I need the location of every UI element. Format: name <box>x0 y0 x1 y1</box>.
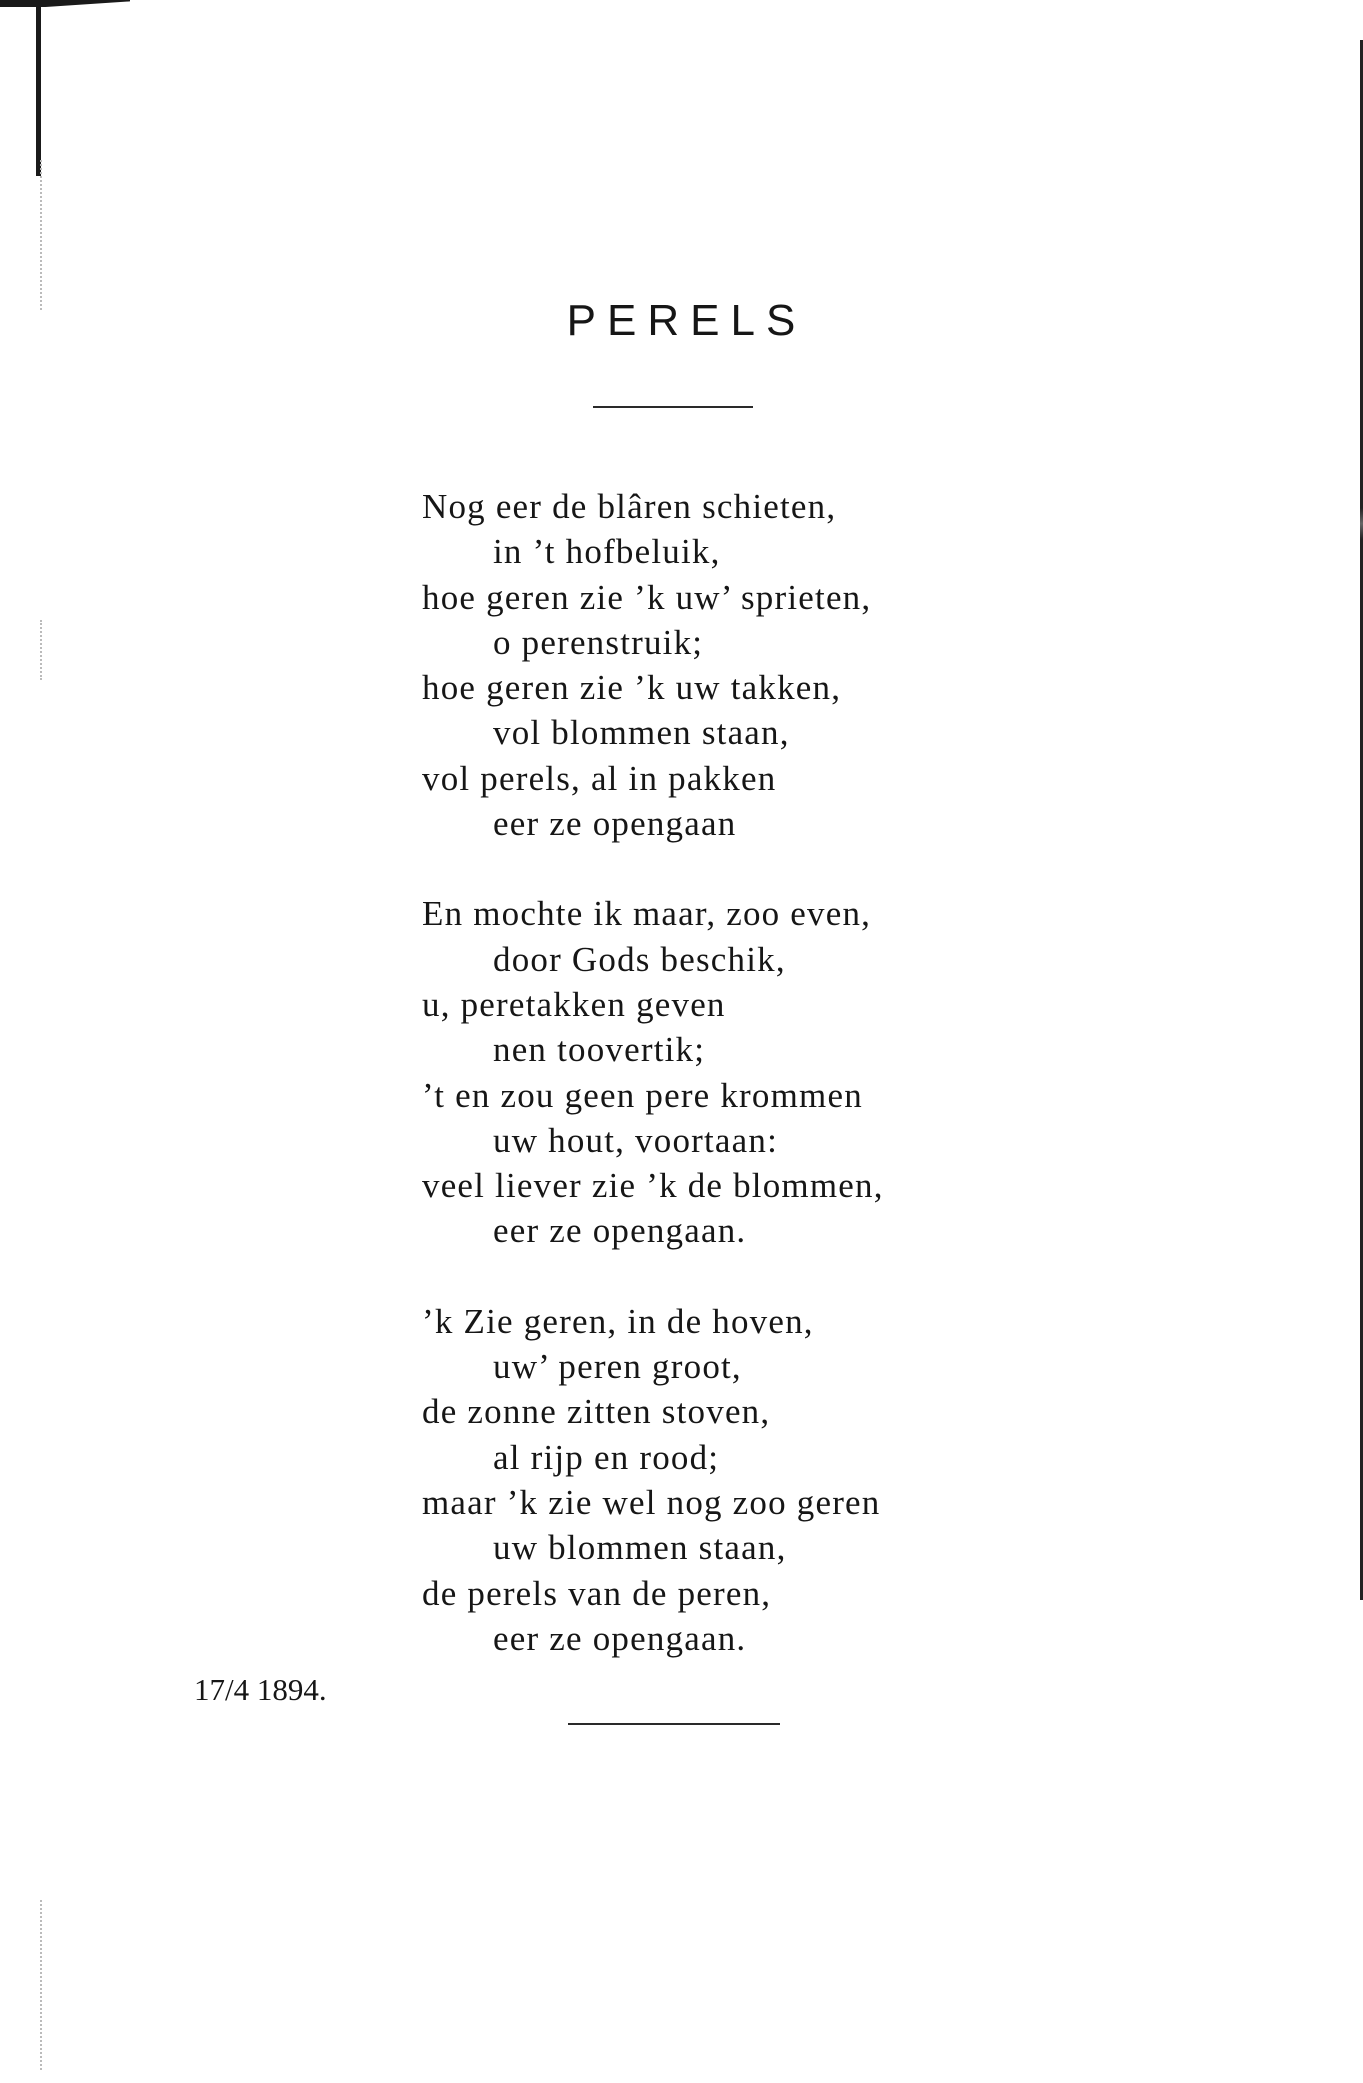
poem-line: eer ze opengaan. <box>493 1618 747 1658</box>
poem-title: PERELS <box>566 296 807 345</box>
poem-line: nen toovertik; <box>493 1030 706 1070</box>
scan-artifact-dots <box>40 160 44 310</box>
poem-line: uw blommen staan, <box>493 1528 787 1568</box>
poem-line: hoe geren zie ’k uw takken, <box>422 668 842 708</box>
poem-line: uw’ peren groot, <box>493 1347 742 1387</box>
poem-line: eer ze opengaan. <box>493 1211 747 1251</box>
poem-line: vol blommen staan, <box>493 713 790 753</box>
poem-line: vol perels, al in pakken <box>422 758 777 798</box>
poem-line: de zonne zitten stoven, <box>422 1392 771 1432</box>
poem-date: 17/4 1894. <box>194 1672 327 1707</box>
stanza <box>422 484 1142 846</box>
scan-artifact-corner-vertical <box>36 4 41 176</box>
poem-line: in ’t hofbeluik, <box>493 532 721 572</box>
poem-line: de perels van de peren, <box>422 1573 772 1613</box>
poem-line: ’t en zou geen pere krommen <box>422 1075 863 1115</box>
stanza <box>422 1299 1142 1661</box>
poem-line: En mochte ik maar, zoo even, <box>422 894 872 934</box>
poem-line: Nog eer de blâren schieten, <box>422 487 837 526</box>
scan-artifact-dots <box>40 620 44 680</box>
poem-line: uw hout, voortaan: <box>493 1120 779 1160</box>
poem-line: eer ze opengaan <box>493 804 737 844</box>
poem-line: maar ’k zie wel nog zoo geren <box>422 1482 881 1522</box>
poem-line: veel liever zie ’k de blommen, <box>422 1166 884 1206</box>
stanza <box>422 891 1142 1253</box>
scan-artifact-corner <box>0 0 130 7</box>
poem-line: door Gods beschik, <box>493 939 786 979</box>
poem-line: ’k Zie geren, in de hoven, <box>422 1301 814 1341</box>
poem-line: al rijp en rood; <box>493 1437 720 1477</box>
title-divider <box>593 406 753 408</box>
poem-line: u, peretakken geven <box>422 984 726 1024</box>
poem-line: o perenstruik; <box>493 622 704 662</box>
closing-divider <box>568 1723 780 1725</box>
scan-artifact-dots <box>40 1900 44 2070</box>
poem-line: hoe geren zie ’k uw’ sprieten, <box>422 577 872 617</box>
poem-body <box>422 484 1142 1661</box>
